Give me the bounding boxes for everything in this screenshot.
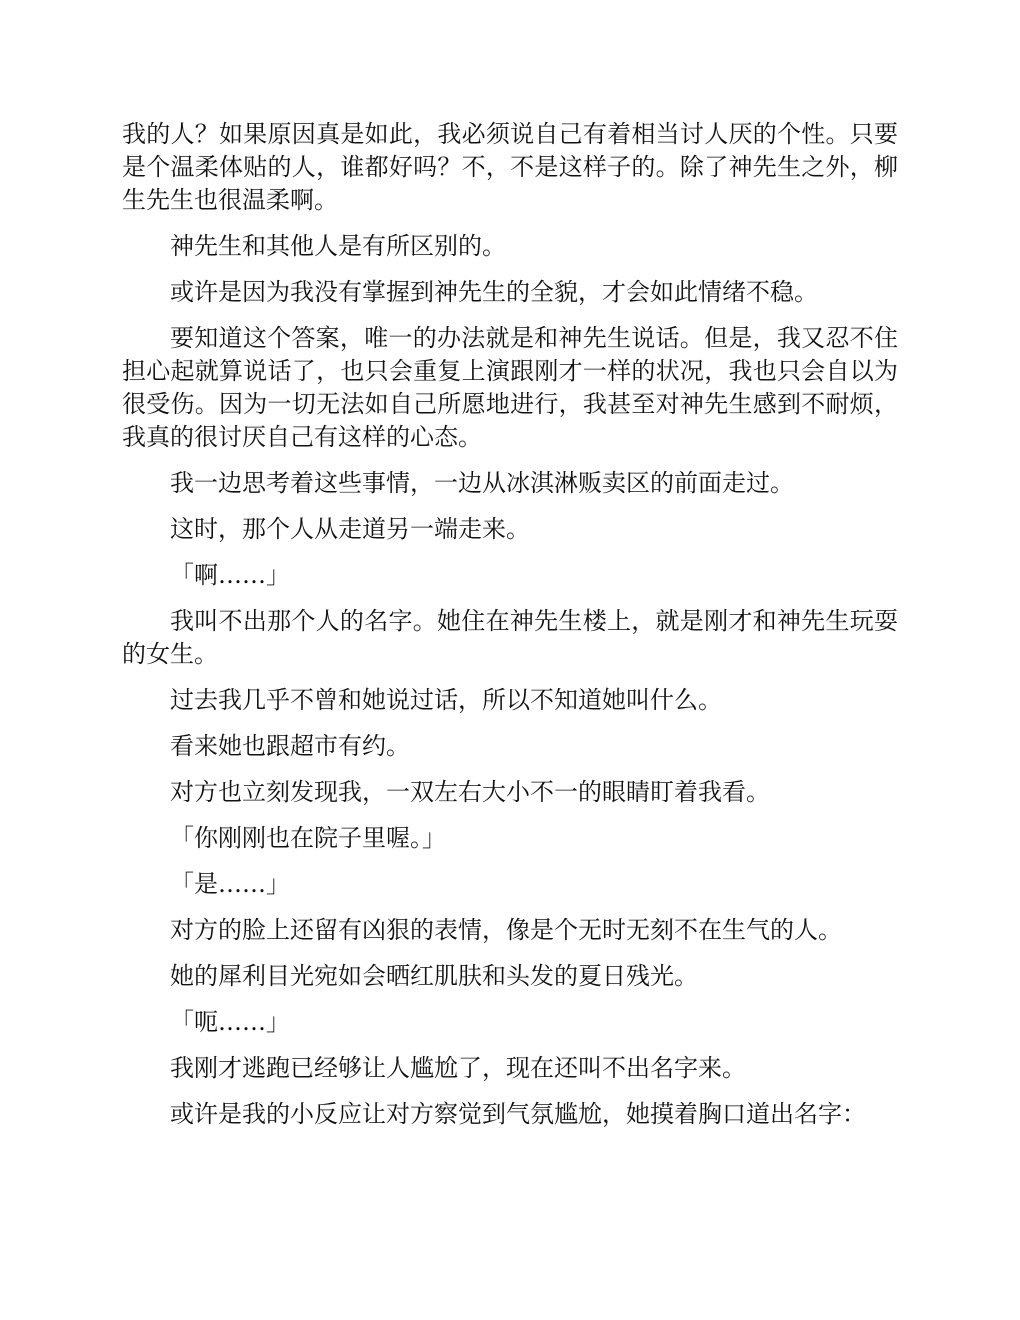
paragraph-9: 过去我几乎不曾和她说过话，所以不知道她叫什么。 <box>170 686 722 714</box>
paragraph-6: 这时，那个人从走道另一端走来。 <box>170 515 530 543</box>
paragraph-1: 我的人？如果原因真是如此，我必须说自己有着相当讨人厌的个性。只要是个温柔体贴的人，谁都好吗？不，不是这样子的。除了神先生之外，柳生先生也很温柔啊。 <box>122 120 898 214</box>
paragraph-17: 我刚才逃跑已经够让人尴尬了，现在还叫不出名字来。 <box>170 1054 746 1082</box>
dialogue-line-2: 「你刚刚也在院子里喔。」 <box>170 824 446 852</box>
paragraph-10: 看来她也跟超市有约。 <box>170 732 410 760</box>
paragraph-8: 我叫不出那个人的名字。她住在神先生楼上，就是刚才和神先生玩耍的女生。 <box>122 607 898 668</box>
paragraph-11: 对方也立刻发现我，一双左右大小不一的眼睛盯着我看。 <box>170 778 770 806</box>
paragraph-15: 她的犀利目光宛如会晒红肌肤和头发的夏日残光。 <box>170 962 698 990</box>
paragraph-18: 或许是我的小反应让对方察觉到气氛尴尬，她摸着胸口道出名字： <box>170 1100 866 1128</box>
paragraph-4: 要知道这个答案，唯一的办法就是和神先生说话。但是，我又忍不住担心起就算说话了，也只会重复上演跟刚才一样的状况，我也只会自以为很受伤。因为一切无法如自己所愿地进行，我甚至对神先生感到不耐烦，我真的很讨厌自己有这样的心态。 <box>122 324 898 451</box>
dialogue-line-3: 「是……」 <box>170 870 290 898</box>
paragraph-14: 对方的脸上还留有凶狠的表情，像是个无时无刻不在生气的人。 <box>170 916 842 944</box>
dialogue-line-1: 「啊……」 <box>170 561 290 589</box>
document-page <box>122 118 898 1144</box>
paragraph-3: 或许是因为我没有掌握到神先生的全貌，才会如此情绪不稳。 <box>170 278 818 306</box>
paragraph-2: 神先生和其他人是有所区别的。 <box>170 232 506 260</box>
paragraph-5: 我一边思考着这些事情，一边从冰淇淋贩卖区的前面走过。 <box>170 469 794 497</box>
dialogue-line-4: 「呃……」 <box>170 1008 290 1036</box>
